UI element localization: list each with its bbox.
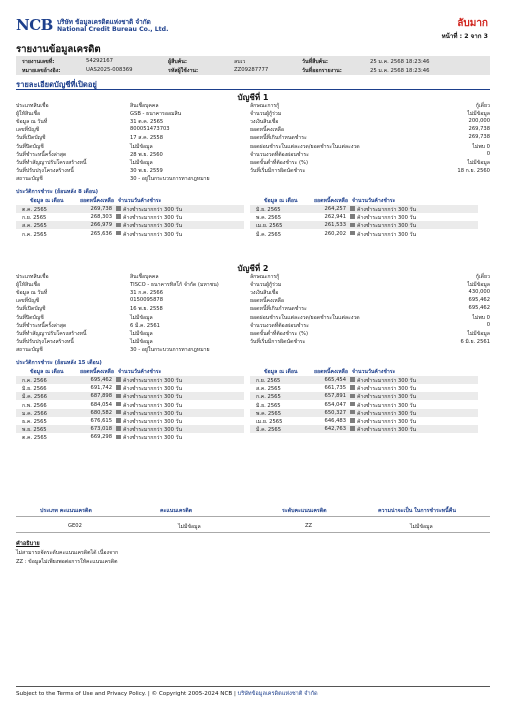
overdue-status-icon: [116, 418, 121, 423]
history-balance: 646,483: [324, 418, 346, 424]
history-balance: 261,533: [324, 222, 346, 229]
history-month-header: ข้อมูล ณ เดือน: [30, 198, 64, 204]
overdue-status-icon: [116, 402, 121, 407]
history-month: มิ.ย. 2565: [256, 207, 281, 213]
overdue-status-icon: [350, 426, 355, 431]
field-label: เลขที่บัญชี: [16, 127, 40, 134]
history-balance-header: ยอดหนี้คงเหลือ: [80, 369, 114, 375]
report-no-value: 54292167: [86, 58, 113, 64]
field-value: 269,738: [468, 134, 490, 141]
history-overdue: ค้างชำระมากกว่า 300 วัน: [357, 410, 417, 417]
history-month-header: ข้อมูล ณ เดือน: [264, 369, 298, 375]
field-value: 0150095878: [130, 297, 164, 304]
overdue-status-icon: [350, 231, 355, 236]
field-label: ประเภทสินเชื่อ: [16, 274, 49, 280]
history-balance: 264,257: [324, 206, 346, 212]
field-label: ยอดหนี้คงเหลือ: [250, 298, 284, 305]
overdue-status-icon: [350, 214, 355, 219]
overdue-status-icon: [350, 206, 355, 211]
field-value: 18 ก.ย. 2560: [457, 167, 490, 174]
history-balance: 657,891: [324, 393, 346, 400]
history-overdue: ค้างชำระมากกว่า 300 วัน: [123, 231, 183, 238]
history-month: ต.ค. 2565: [22, 435, 47, 442]
field-value: 800051473703: [130, 126, 170, 133]
field-value: 430,000: [468, 289, 490, 296]
field-label: วันที่เปิดบัญชี: [16, 135, 46, 142]
history-month: ก.ค. 2566: [22, 378, 47, 384]
report-title: รายงานข้อมูลเครดิต: [16, 44, 101, 55]
field-label: วงเงินสินเชื่อ: [250, 119, 279, 126]
history-overdue: ค้างชำระมากกว่า 300 วัน: [123, 394, 183, 401]
field-value: 16 พ.ย. 2558: [130, 306, 163, 313]
history-row: [250, 230, 478, 238]
field-label: สถานะบัญชี: [16, 175, 43, 182]
repay-probability-value: ไม่มีข้อมูล: [410, 524, 433, 530]
user-id-label: รหัสผู้ใช้งาน:: [168, 68, 199, 74]
field-label: ยอดผ่อนชำระในแต่ละงวด/ยอดชำระในแต่ละงวด: [250, 143, 360, 150]
history-row: [16, 213, 244, 221]
member-ref-label: หมายเลขอ้างอิง:: [22, 68, 61, 74]
history-overdue: ค้างชำระมากกว่า 300 วัน: [123, 207, 183, 213]
history-row: [16, 384, 244, 392]
field-label: จำนวนงวดที่ต้องผ่อนชำระ: [250, 151, 309, 158]
field-value: 0: [486, 321, 490, 328]
history-month: ก.ค. 2565: [256, 394, 281, 401]
score-header: คะแนนเครดิต: [160, 508, 193, 514]
history-month-header: ข้อมูล ณ เดือน: [264, 198, 298, 204]
history-month: เม.ย. 2565: [256, 223, 283, 230]
history-overdue: ค้างชำระมากกว่า 300 วัน: [123, 402, 183, 409]
inquirer-label: ผู้สืบค้น:: [168, 59, 187, 65]
company-name-th: บริษัท ข้อมูลเครดิตแห่งชาติ จำกัด: [57, 18, 151, 26]
score-row-divider: [16, 532, 490, 533]
field-label: ข้อมูล ณ วันที่: [16, 119, 48, 126]
history-row: [16, 376, 244, 384]
field-label: วันที่เปิดบัญชี: [16, 306, 46, 313]
payment-history-title: ประวัติการชำระ (ย้อนหลัง 8 เดือน): [16, 189, 99, 195]
account-title: บัญชีที่ 1: [237, 93, 269, 102]
overdue-status-icon: [116, 426, 121, 431]
field-label: ลักษณะการกู้: [250, 274, 280, 280]
history-row: [16, 230, 244, 238]
field-value: 6 มี.ค. 2561: [130, 322, 160, 329]
history-balance-header: ยอดหนี้คงเหลือ: [314, 198, 348, 204]
field-label: ยอดหนี้คงเหลือ: [250, 127, 284, 134]
field-label: วันที่ปรับปรุงโครงสร้างหนี้: [16, 338, 74, 345]
field-value: 0: [486, 150, 490, 157]
history-row: [16, 205, 244, 213]
history-overdue: ค้างชำระมากกว่า 300 วัน: [357, 378, 417, 384]
history-row: [250, 376, 478, 384]
field-value: 695,462: [468, 305, 490, 312]
history-balance: 654,047: [324, 401, 346, 408]
footer-divider: [16, 686, 490, 687]
history-overdue-header: จำนวนวันค้างชำระ: [352, 369, 396, 375]
confidential-label: ลับมาก: [457, 18, 488, 29]
field-label: ยอดหนี้ที่เกินกำหนดชำระ: [250, 135, 307, 142]
field-value: ไม่มีข้อมูล: [130, 159, 153, 166]
overdue-status-icon: [350, 402, 355, 407]
field-value: 695,462: [468, 297, 490, 304]
history-balance: 691,742: [90, 385, 112, 392]
history-month: มี.ค. 2565: [256, 231, 282, 238]
field-label: วันที่ทำสัญญาปรับโครงสร้างหนี้: [16, 159, 87, 166]
field-label: ยอดหนี้ที่เกินกำหนดชำระ: [250, 306, 307, 313]
field-value: ไม่มีข้อมูล: [467, 159, 490, 166]
history-row: [250, 401, 478, 409]
field-label: วันที่เริ่มมีการผิดนัดชำระ: [250, 167, 306, 174]
overdue-status-icon: [350, 385, 355, 390]
history-balance: 695,462: [90, 377, 112, 383]
history-month: ส.ค. 2565: [256, 386, 281, 393]
overdue-status-icon: [116, 231, 121, 236]
history-overdue: ค้างชำระมากกว่า 300 วัน: [123, 427, 183, 434]
explanation-title: คำอธิบาย: [16, 541, 40, 547]
explanation-line: ไม่สามารถจัดระดับคะแนนเครดิตได้ เนื่องจาก: [16, 550, 119, 556]
history-overdue: ค้างชำระมากกว่า 300 วัน: [123, 223, 183, 230]
overdue-status-icon: [350, 410, 355, 415]
field-value: ไม่มีข้อมูล: [467, 111, 490, 118]
field-label: สถานะบัญชี: [16, 346, 43, 353]
field-value: 30 พ.ย. 2559: [130, 167, 163, 174]
field-label: วันที่ทำสัญญาปรับโครงสร้างหนี้: [16, 330, 87, 337]
field-label: วันที่เริ่มมีการผิดนัดชำระ: [250, 338, 306, 345]
overdue-status-icon: [116, 223, 121, 228]
field-label: วงเงินสินเชื่อ: [250, 290, 279, 297]
field-value: ไม่มีข้อมูล: [130, 330, 153, 337]
history-overdue: ค้างชำระมากกว่า 300 วัน: [357, 231, 417, 238]
history-row: [250, 425, 478, 433]
history-month: ธ.ค. 2565: [22, 419, 47, 425]
history-row: [16, 392, 244, 400]
page-number: หน้าที่ : 2 จาก 3: [441, 33, 488, 40]
history-row: [16, 417, 244, 425]
history-month: ก.ย. 2565: [256, 378, 281, 384]
history-month: เม.ย. 2565: [256, 419, 283, 425]
history-balance: 266,979: [90, 222, 112, 229]
history-overdue: ค้างชำระมากกว่า 300 วัน: [123, 386, 183, 393]
overdue-status-icon: [116, 410, 121, 415]
history-balance: 265,636: [90, 230, 112, 237]
history-balance: 665,454: [324, 377, 346, 383]
history-balance: 684,054: [90, 401, 112, 408]
overdue-status-icon: [350, 418, 355, 423]
history-overdue: ค้างชำระมากกว่า 300 วัน: [123, 378, 183, 384]
member-ref-value: UAS2025-008369: [86, 67, 133, 73]
history-row: [16, 425, 244, 433]
field-label: วันที่ปิดบัญชี: [16, 314, 44, 321]
history-overdue: ค้างชำระมากกว่า 300 วัน: [357, 207, 417, 213]
history-overdue-header: จำนวนวันค้างชำระ: [118, 198, 162, 204]
history-row: [16, 433, 244, 441]
field-value: ไม่พบ 0: [472, 143, 490, 150]
field-label: วันที่ชำระหนี้ครั้งล่าสุด: [16, 151, 67, 158]
field-label: ยอดผ่อนชำระในแต่ละงวด/ยอดชำระในแต่ละงวด: [250, 314, 360, 321]
field-label: ผู้ให้สินเชื่อ: [16, 111, 41, 118]
field-label: วันที่ปิดบัญชี: [16, 143, 44, 150]
field-value: 6 มิ.ย. 2561: [460, 338, 490, 345]
field-value: 30 - อยู่ในกระบวนการทางกฎหมาย: [130, 175, 210, 182]
history-overdue-header: จำนวนวันค้างชำระ: [352, 198, 396, 204]
history-balance: 669,298: [90, 434, 112, 441]
overdue-status-icon: [116, 377, 121, 382]
history-balance: 673,018: [90, 426, 112, 433]
overdue-status-icon: [116, 394, 121, 399]
inquirer-value: ลบเว: [234, 59, 246, 65]
history-row: [16, 401, 244, 409]
history-month: ม.ค. 2566: [22, 410, 48, 417]
history-overdue: ค้างชำระมากกว่า 300 วัน: [357, 215, 417, 222]
field-label: จำนวนผู้กู้ร่วม: [250, 282, 282, 289]
history-month: พ.ย. 2565: [22, 427, 47, 434]
report-info-box: [16, 56, 490, 75]
history-balance: 262,941: [324, 214, 346, 221]
history-balance: 676,615: [90, 418, 112, 424]
history-month: ก.ย. 2565: [22, 215, 47, 222]
user-id-value: ZZ09287777: [234, 67, 269, 73]
footer-text: Subject to the Terms of Use and Privacy Policy. | © Copyright 2005-2024 NCB |: [16, 691, 236, 697]
history-row: [250, 213, 478, 221]
overdue-status-icon: [116, 435, 121, 440]
history-month: พ.ค. 2565: [256, 215, 282, 222]
history-month: มี.ค. 2566: [22, 394, 48, 401]
history-overdue: ค้างชำระมากกว่า 300 วัน: [123, 419, 183, 425]
field-value: 200,000: [468, 118, 490, 125]
history-row: [250, 392, 478, 400]
field-value: GSB - ธนาคารออมสิน: [130, 111, 182, 118]
field-value: สินเชื่อบุคคล: [130, 103, 159, 109]
account-title: บัญชีที่ 2: [237, 264, 269, 273]
field-value: ไม่มีข้อมูล: [130, 314, 153, 321]
history-balance-header: ยอดหนี้คงเหลือ: [314, 369, 348, 375]
field-value: กู้เดี่ยว: [475, 274, 490, 280]
history-overdue-header: จำนวนวันค้างชำระ: [118, 369, 162, 375]
history-overdue: ค้างชำระมากกว่า 300 วัน: [123, 435, 183, 442]
field-value: 28 พ.ย. 2560: [130, 151, 163, 158]
history-month: มิ.ย. 2565: [256, 402, 281, 409]
history-overdue: ค้างชำระมากกว่า 300 วัน: [123, 410, 183, 417]
open-accounts-heading: รายละเอียดบัญชีที่เปิดอยู่: [16, 80, 97, 89]
score-type-header: ประเภท คะแนนเครดิต: [40, 508, 92, 514]
field-label: วันที่ชำระหนี้ครั้งล่าสุด: [16, 322, 67, 329]
history-overdue: ค้างชำระมากกว่า 300 วัน: [357, 386, 417, 393]
history-balance: 269,738: [90, 206, 112, 212]
overdue-status-icon: [350, 394, 355, 399]
history-month: ต.ค. 2565: [22, 207, 47, 213]
company-name-en: National Credit Bureau Co., Ltd.: [57, 26, 169, 33]
field-value: 17 ส.ค. 2558: [130, 135, 164, 142]
history-overdue: ค้างชำระมากกว่า 300 วัน: [357, 419, 417, 425]
history-month: พ.ค. 2565: [256, 410, 282, 417]
field-value: กู้เดี่ยว: [475, 103, 490, 109]
history-row: [16, 221, 244, 229]
field-value: 30 - อยู่ในกระบวนการทางกฎหมาย: [130, 346, 210, 353]
history-row: [250, 205, 478, 213]
repay-probability-header: ความน่าจะเป็น ในการชำระหนี้คืน: [378, 508, 456, 514]
history-overdue: ค้างชำระมากกว่า 300 วัน: [357, 427, 417, 434]
field-label: ผู้ให้สินเชื่อ: [16, 282, 41, 289]
explanation-line: ZZ : ข้อมูลไม่เพียงพอต่อการให้คะแนนเครดิต: [16, 559, 118, 565]
history-month: ก.พ. 2566: [22, 402, 47, 409]
score-level-header: ระดับคะแนนเครดิต: [282, 508, 327, 514]
field-label: ข้อมูล ณ วันที่: [16, 290, 48, 297]
field-label: ยอดขั้นต่ำที่ต้องชำระ (%): [250, 330, 308, 337]
field-value: TISCO - ธนาคารทิสโก้ จำกัด (มหาชน): [130, 282, 219, 289]
field-label: ลักษณะการกู้: [250, 103, 280, 109]
history-month: มิ.ย. 2566: [22, 386, 47, 393]
field-value: 31 ก.ค. 2566: [130, 290, 164, 297]
inquiry-date-label: วันที่สืบค้น:: [302, 59, 328, 65]
history-overdue: ค้างชำระมากกว่า 300 วัน: [357, 223, 417, 230]
history-overdue: ค้างชำระมากกว่า 300 วัน: [357, 394, 417, 401]
overdue-status-icon: [350, 223, 355, 228]
field-value: ไม่มีข้อมูล: [467, 282, 490, 289]
overdue-status-icon: [116, 206, 121, 211]
history-balance: 680,582: [90, 409, 112, 416]
history-balance: 642,763: [324, 426, 346, 433]
ncb-logo: NCB: [16, 16, 53, 34]
history-balance: 687,898: [90, 393, 112, 400]
report-no-label: รายงานเลขที่:: [22, 59, 55, 65]
field-label: จำนวนงวดที่ต้องผ่อนชำระ: [250, 322, 309, 329]
history-row: [250, 409, 478, 417]
history-row: [250, 221, 478, 229]
field-value: ไม่มีข้อมูล: [130, 143, 153, 150]
field-label: จำนวนผู้กู้ร่วม: [250, 111, 282, 118]
overdue-status-icon: [116, 214, 121, 219]
score-header-divider: [16, 516, 490, 517]
history-month-header: ข้อมูล ณ เดือน: [30, 369, 64, 375]
field-value: 31 ต.ค. 2565: [130, 119, 164, 126]
history-balance: 268,303: [90, 214, 112, 221]
report-header: [16, 14, 492, 42]
history-row: [16, 409, 244, 417]
field-label: ยอดขั้นต่ำที่ต้องชำระ (%): [250, 159, 308, 166]
field-label: ประเภทสินเชื่อ: [16, 103, 49, 109]
field-value: ไม่มีข้อมูล: [467, 330, 490, 337]
overdue-status-icon: [116, 385, 121, 390]
field-value: 269,738: [468, 126, 490, 133]
field-value: สินเชื่อบุคคล: [130, 274, 159, 280]
print-date-label: วันที่ออกรายงาน:: [302, 68, 342, 74]
history-row: [250, 384, 478, 392]
history-balance: 661,735: [324, 385, 346, 392]
history-balance: 650,327: [324, 409, 346, 416]
overdue-status-icon: [350, 377, 355, 382]
score-value: ไม่มีข้อมูล: [178, 524, 201, 530]
field-label: เลขที่บัญชี: [16, 298, 40, 305]
history-row: [250, 417, 478, 425]
field-value: ไม่มีข้อมูล: [130, 338, 153, 345]
inquiry-date-value: 25 ม.ค. 2568 18:23:46: [370, 59, 430, 65]
print-date-value: 25 ม.ค. 2568 18:23:46: [370, 68, 430, 74]
score-type-value: GE02: [68, 523, 82, 529]
history-balance-header: ยอดหนี้คงเหลือ: [80, 198, 114, 204]
payment-history-title: ประวัติการชำระ (ย้อนหลัง 15 เดือน): [16, 360, 102, 366]
history-overdue: ค้างชำระมากกว่า 300 วัน: [357, 402, 417, 409]
history-month: ก.ค. 2565: [22, 231, 47, 238]
field-value: ไม่พบ 0: [472, 314, 490, 321]
field-label: วันที่ปรับปรุงโครงสร้างหนี้: [16, 167, 74, 174]
score-level-value: ZZ: [305, 523, 313, 529]
footer-company-link[interactable]: บริษัทข้อมูลเครดิตแห่งชาติ จำกัด: [237, 691, 318, 697]
footer: [16, 690, 318, 698]
history-month: ส.ค. 2565: [22, 223, 47, 230]
history-balance: 260,202: [324, 230, 346, 237]
history-month: มี.ค. 2565: [256, 427, 282, 434]
history-overdue: ค้างชำระมากกว่า 300 วัน: [123, 215, 183, 222]
section-divider: [16, 89, 490, 90]
